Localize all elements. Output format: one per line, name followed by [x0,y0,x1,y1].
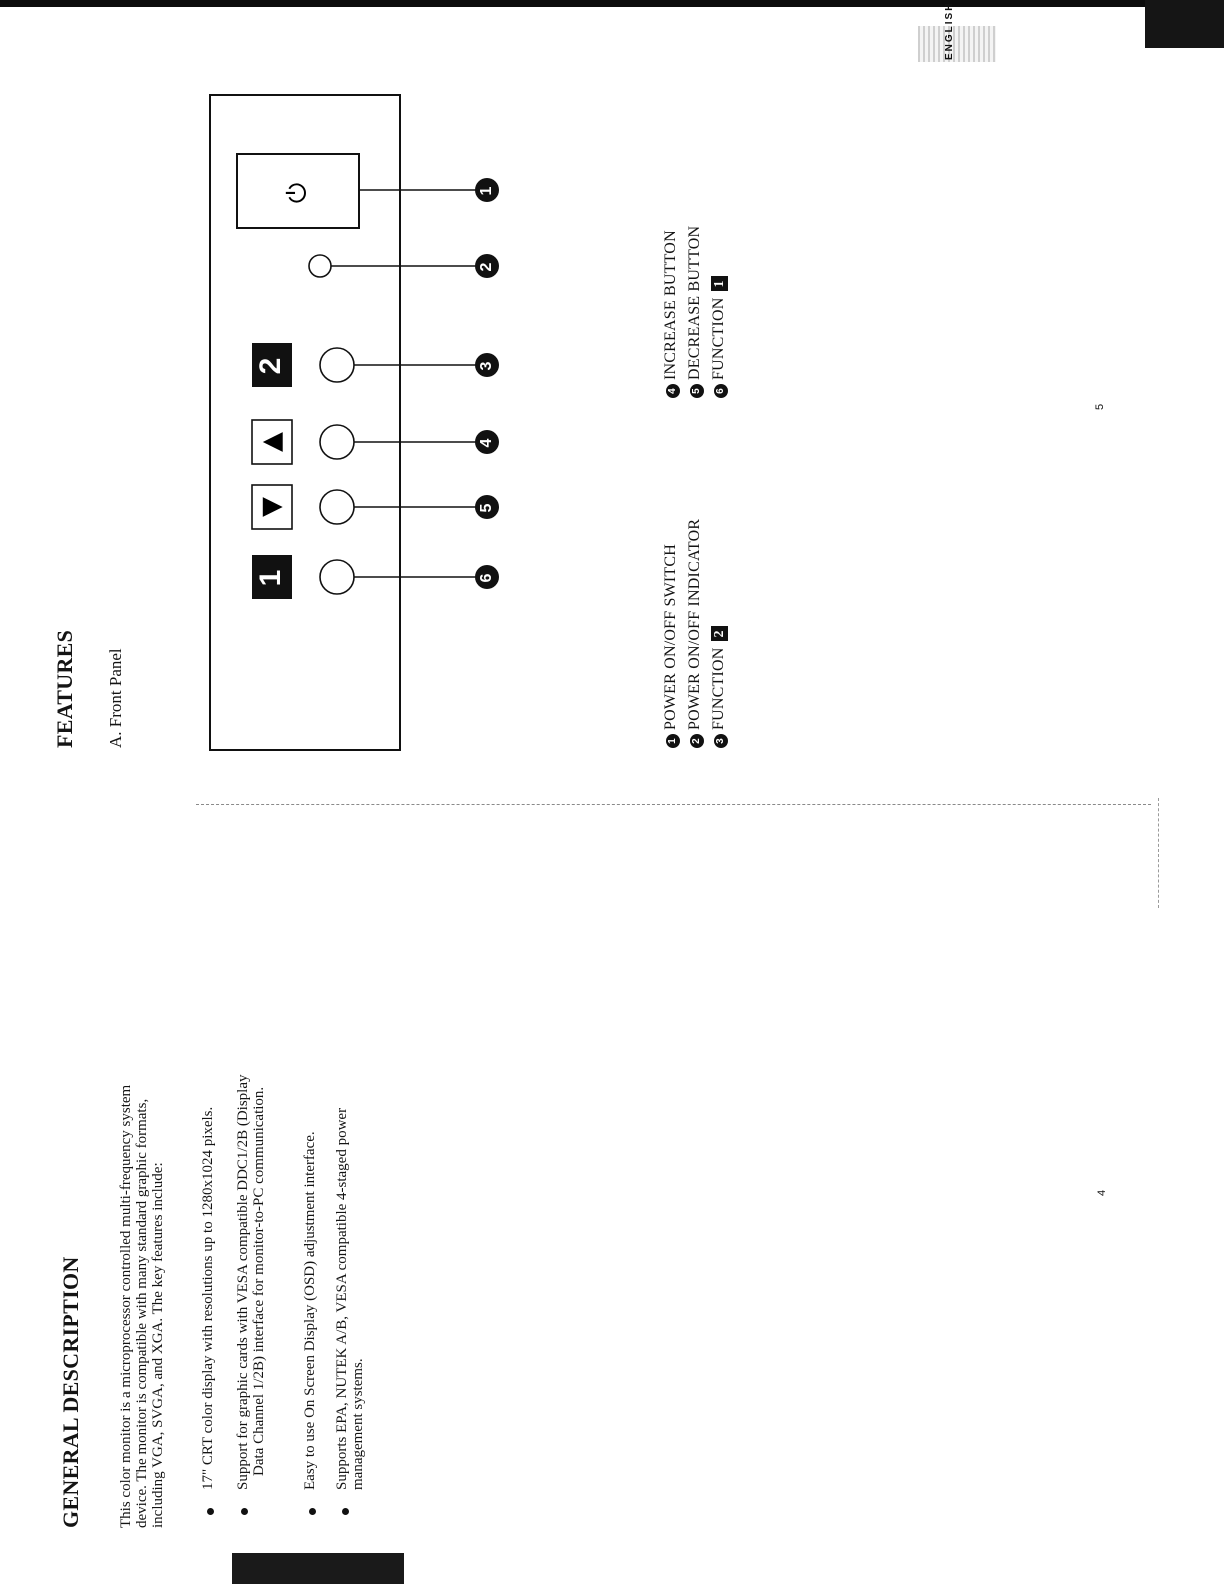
increase-button [320,425,354,459]
svg-text:3: 3 [478,361,496,371]
callout-4 [475,430,499,454]
callout-5 [475,495,499,519]
bullet-item-4-line-1: Supports EPA, NUTEK A/B, VESA compatible 4-staged power [334,1107,350,1490]
bullet-item-2-line-1: Support for graphic cards with VESA compatible DDC1/2B (Display [235,1074,251,1490]
bullet-item-4-line-2: management systems. [350,1358,366,1490]
function-2-label: 2 [253,357,287,375]
scan-edge-top [0,0,1224,7]
bullet-dot [241,1508,248,1515]
legend-item-5: 5DECREASE BUTTON [686,226,704,398]
language-tab [918,1,996,62]
bullet-dot [309,1508,316,1515]
legend-item-3: 3FUNCTION2 [710,626,728,748]
power-indicator [309,255,331,277]
function-2-button [320,348,354,382]
scan-edge-bottom [232,1553,404,1584]
callout-3 [475,353,499,377]
svg-text:1: 1 [478,186,496,196]
function-1-label: 1 [253,569,287,587]
language-tab-label: ENGLISH [944,1,955,60]
callout-2 [475,254,499,278]
power-symbol-icon: ⏻ [282,182,313,204]
page-fold-line [196,804,1151,805]
bullet-dot [342,1508,349,1515]
up-arrow-icon: ▲ [256,432,287,452]
intro-line-1: This color monitor is a microprocessor controlled multi-frequency system [118,1084,134,1528]
svg-text:2: 2 [478,262,496,272]
general-description-title: GENERAL DESCRIPTION [58,1256,83,1528]
legend-item-6: 6FUNCTION1 [710,276,728,398]
front-panel-subtitle: A. Front Panel [106,648,125,748]
intro-line-2: device. The monitor is compatible with many standard graphic formats, [134,1098,150,1528]
legend-item-2: 2POWER ON/OFF INDICATOR [686,519,704,748]
page-number-right: 5 [1094,403,1106,410]
function-1-button [320,560,354,594]
function-2-badge: 2 [711,626,728,641]
svg-text:5: 5 [478,503,496,513]
svg-text:6: 6 [478,573,496,583]
function-1-badge: 1 [711,276,728,291]
bullet-item-3: Easy to use On Screen Display (OSD) adjustment interface. [302,1131,318,1490]
bullet-item-2-line-2: Data Channel 1/2B) interface for monitor-to-PC communication. [251,1086,267,1476]
features-title: FEATURES [52,629,77,748]
scan-edge-corner [1145,0,1224,48]
down-arrow-icon: ▼ [256,497,287,517]
front-panel-diagram [205,90,505,760]
page-number-left: 4 [1096,1189,1108,1196]
bullet-dot [207,1508,214,1515]
callout-6 [475,565,499,589]
decrease-button [320,490,354,524]
page-fold-line [1158,798,1159,908]
svg-text:4: 4 [478,438,496,448]
intro-line-3: including VGA, SVGA, and XGA. The key features include: [150,1162,166,1528]
legend-item-4: 4INCREASE BUTTON [662,230,680,398]
bullet-item-1: 17" CRT color display with resolutions up to 1280x1024 pixels. [200,1106,216,1490]
legend-item-1: 1POWER ON/OFF SWITCH [662,544,680,748]
callout-1 [475,178,499,202]
